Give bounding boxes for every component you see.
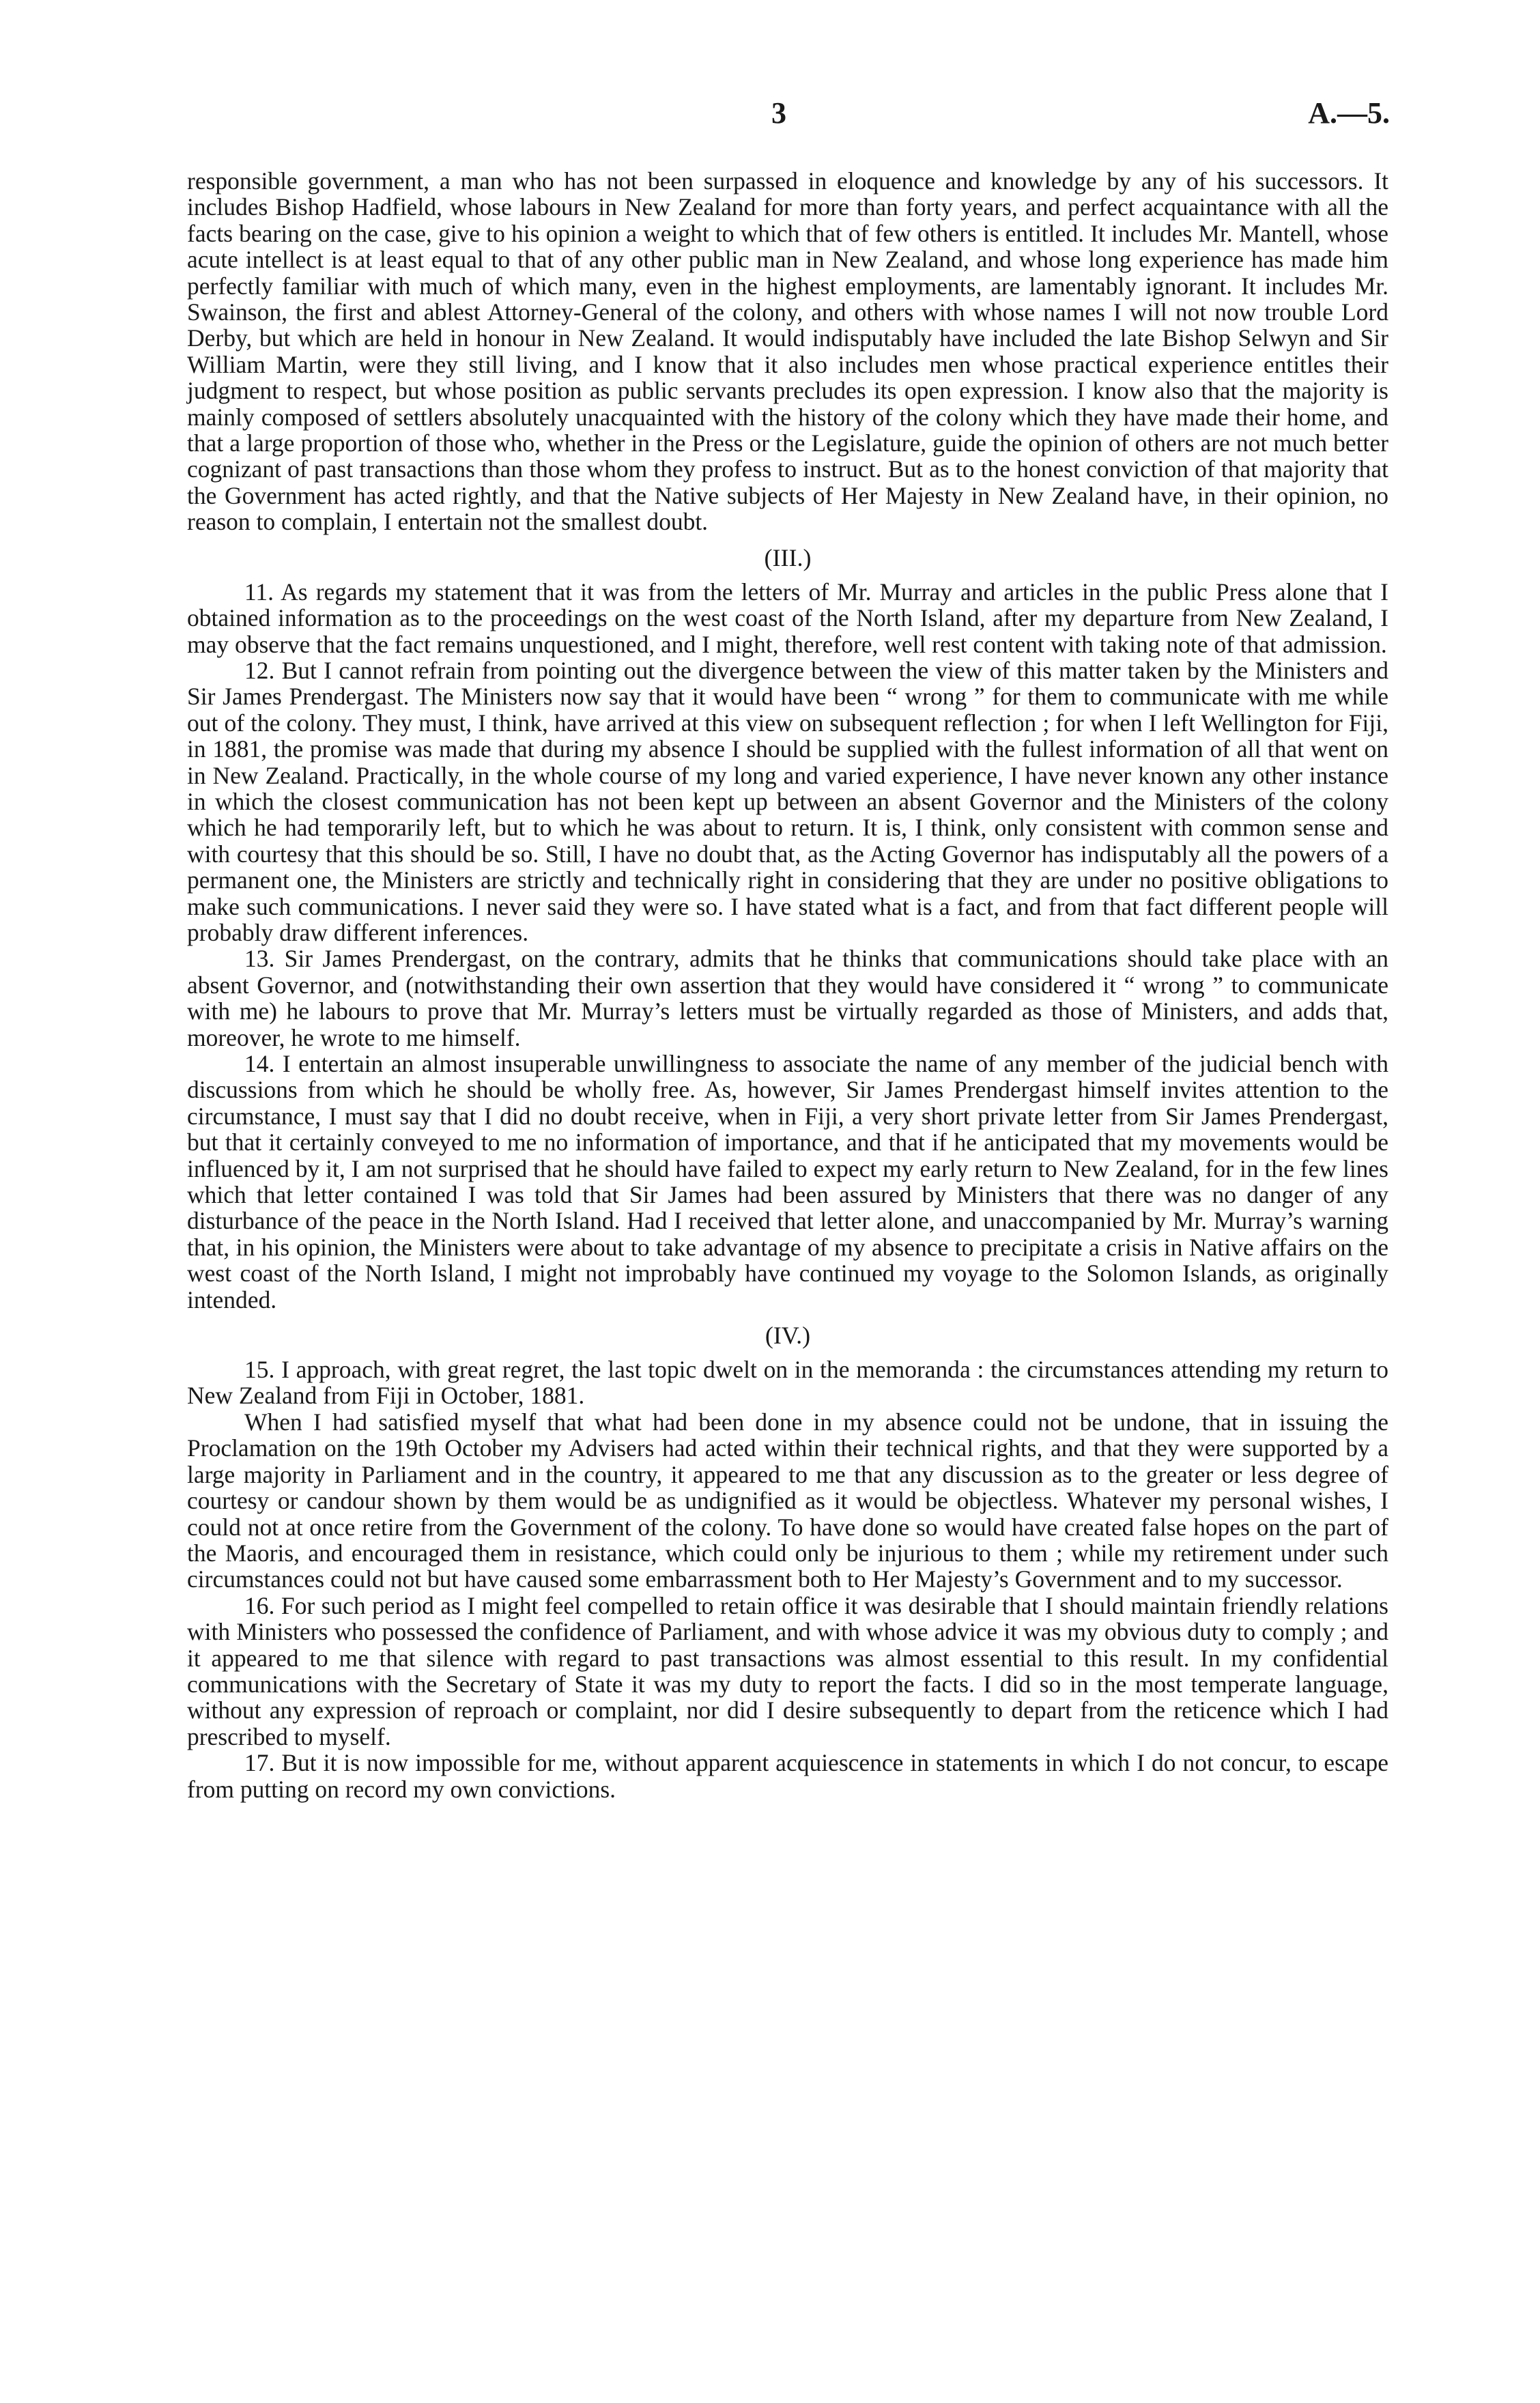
paragraph-16: 16. For such period as I might feel compelled to retain office it was desirable that I should maintain friendly relations with Ministers who possessed the confidence of Parliament, and with whose advice it was my obvious duty to comply ; and it appeared to me that silence with regard to past transactions was almost essential to this result. In my confidential communications with the Secretary of State it was my duty to report the facts. I did so in the most temperate language, without any expression of reproach or complaint, nor did I desire subsequently to depart from the reticence which I had prescribed to myself.	[187, 1591, 1388, 1750]
paragraph-14: 14. I entertain an almost insuperable unwillingness to associate the name of any member of the judicial bench with discussions from which he should be wholly free. As, however, Sir James Prendergast himself invites attention to the circumstance, I must say that I did no doubt receive, when in Fiji, a very short private letter from Sir James Prendergast, but that it certainly conveyed to me no information of importance, and that if he anticipated that my movements would be influenced by it, I am not surprised that he should have failed to expect my early return to New Zealand, for in the few lines which that letter contained I was told that Sir James had been assured by Ministers that there was no danger of any disturbance of the peace in the North Island. Had I received that letter alone, and unaccompanied by Mr. Murray’s warning that, in his opinion, the Ministers were about to take advantage of my absence to precipitate a crisis in Native affairs on the west coast of the North Island, I might not improbably have continued my voyage to the Solomon Islands, as originally intended.	[187, 1050, 1388, 1313]
paragraph-12: 12. But I cannot refrain from pointing out the divergence between the view of this matter taken by the Ministers and Sir James Prendergast. The Ministers now say that it would have been “ wrong ” for them to communicate with me while out of the colony. They must, I think, have arrived at this view on subsequent reflection ; for when I left Wellington for Fiji, in 1881, the promise was made that during my absence I should be supplied with the fullest information of all that went on in New Zealand. Practically, in the whole course of my long and varied experience, I have never known any other instance in which the closest communication has not been kept up between an absent Governor and the Ministers of the colony which he had temporarily left, but to which he was about to return. It is, I think, only consistent with common sense and with courtesy that this should be so. Still, I have no doubt that, as the Acting Governor has indisputably all the powers of a permanent one, the Ministers are strictly and technically right in considering that they are under no positive obligations to make such communications. I never said they were so. I have stated what is a fact, and from that fact different people will probably draw different inferences.	[187, 656, 1388, 946]
page-number: 3	[771, 96, 786, 130]
section-heading-iii: (III.)	[764, 543, 812, 571]
page-header	[0, 96, 1540, 137]
paragraph-continued: responsible government, a man who has not been surpassed in eloquence and knowledge by any of his successors. It includes Bishop Hadfield, whose labours in New Zealand for more than forty years, and perfect acquaintance with all the facts bearing on the case, give to his opinion a weight to which that of few others is entitled. It includes Mr. Mantell, whose acute intellect is at least equal to that of any other public man in New Zealand, and whose long experience has made him perfectly familiar with much of which many, even in the highest employments, are lamentably ignorant. It includes Mr. Swainson, the first and ablest Attorney-General of the colony, and others with whose names I will not now trouble Lord Derby, but which are held in honour in New Zealand. It would indisputably have included the late Bishop Selwyn and Sir William Martin, were they still living, and I know that it also includes men whose practical experience entitles their judgment to respect, but whose position as public servants precludes its open expression. I know also that the majority is mainly composed of settlers absolutely unacquainted with the history of the colony which they have made their home, and that a large proportion of those who, whether in the Press or the Legislature, guide the opinion of others are not much better cognizant of past transactions than those whom they profess to instruct. But as to the honest conviction of that majority that the Government has acted rightly, and that the Native subjects of Her Majesty in New Zealand have, in their opinion, no reason to complain, I entertain not the smallest doubt.	[187, 167, 1388, 536]
paragraph-17: 17. But it is now impossible for me, without apparent acquiescence in statements in which I do not concur, to escape from putting on record my own convictions.	[187, 1749, 1388, 1803]
document-body	[187, 168, 1388, 1802]
paragraph-11: 11. As regards my statement that it was from the letters of Mr. Murray and articles in the public Press alone that I obtained information as to the proceedings on the west coast of the North Island, after my departure from New Zealand, I may observe that the fact remains unquestioned, and I might, therefore, well rest content with taking note of that admission.	[187, 578, 1388, 658]
paragraph-13: 13. Sir James Prendergast, on the contrary, admits that he thinks that communications should take place with an absent Governor, and (notwithstanding their own assertion that they would have considered it “ wrong ” to communicate with me) he labours to prove that Mr. Murray’s letters must be virtually regarded as those of Ministers, and adds that, moreover, he wrote to me himself.	[187, 945, 1388, 1051]
paragraph-15-continued: When I had satisfied myself that what had been done in my absence could not be undone, that in issuing the Proclamation on the 19th October my Advisers had acted within their technical rights, and that they were supported by a large majority in Parliament and in the country, it appeared to me that any discussion as to the greater or less degree of courtesy or candour shown by them would be as undignified as it would be objectless. Whatever my personal wishes, I could not at once retire from the Government of the colony. To have done so would have created false hopes on the part of the Maoris, and encouraged them in resistance, which could only be injurious to them ; while my retirement under such circumstances could not but have caused some embarrassment both to Her Majesty’s Government and to my successor.	[187, 1408, 1388, 1593]
paragraph-15: 15. I approach, with great regret, the last topic dwelt on in the memoranda : the circumstances attending my return to New Zealand from Fiji in October, 1881.	[187, 1356, 1388, 1410]
section-heading-iv: (IV.)	[765, 1322, 811, 1350]
document-reference: A.—5.	[1308, 96, 1390, 130]
